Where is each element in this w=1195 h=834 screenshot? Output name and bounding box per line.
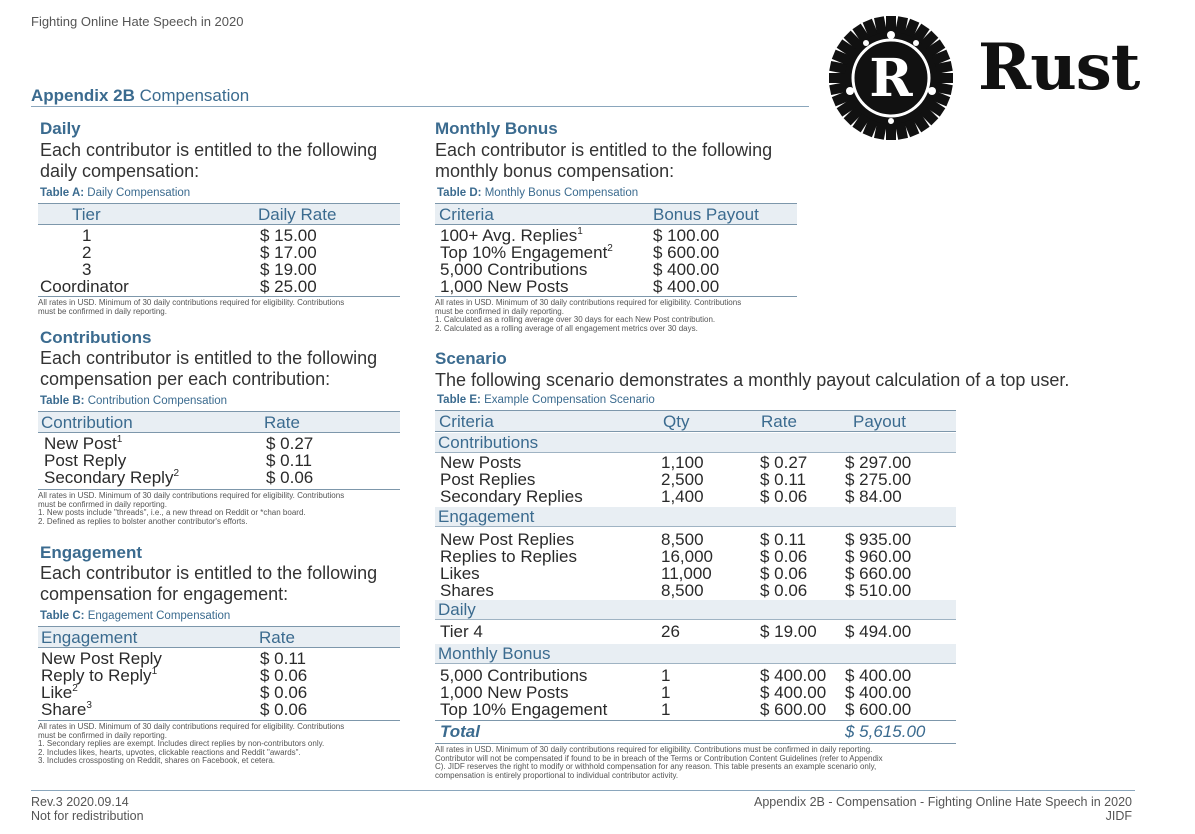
col-engagement: Engagement (41, 628, 138, 647)
table-row: Tier 4 26 $ 19.00 $ 494.00 (440, 622, 912, 641)
caption-text: Example Compensation Scenario (484, 394, 655, 406)
table-c-notes: All rates in USD. Minimum of 30 daily contributions required for eligibility. Contributions must be confirmed in daily reporting. 1. Secondary replies are exempt. Includes direct replies by non-contributors only. 2. Includes likes, hearts, upvotes, clickable reactions and Reddit "awards". 3. Includes crossposting on Reddit, shares on Facebook, et cetera. (38, 722, 345, 765)
col-daily-rate: Daily Rate (258, 205, 337, 224)
intro-line: monthly bonus compensation: (435, 161, 675, 181)
engagement-title: Engagement (40, 543, 143, 562)
engagement-intro (40, 563, 377, 605)
table-row: Share$^3$ $ 0.06 (41, 700, 308, 719)
table-row: Secondary Reply$^2$ $ 0.06 (44, 468, 314, 487)
caption-label: Table C: (40, 610, 85, 622)
col-rate: Rate (264, 413, 300, 432)
table-rule (435, 296, 797, 297)
caption-label: Table B: (40, 395, 85, 407)
appendix-rule (31, 106, 809, 107)
table-row: 2 $ 17.00 (82, 243, 317, 262)
rust-wordmark: Rust (978, 30, 1140, 105)
caption-text: Daily Compensation (87, 187, 191, 199)
table-row: Reply to Reply$^1$ $ 0.06 (41, 666, 308, 685)
caption-text: Contribution Compensation (87, 395, 228, 407)
intro-line: Each contributor is entitled to the following (40, 348, 378, 368)
caption-label: Table E: (437, 394, 481, 406)
caption-text: Monthly Bonus Compensation (484, 187, 639, 199)
table-row: Coordinator $ 25.00 (40, 277, 317, 296)
table-row: Likes 11,000 $ 0.06 $ 660.00 (440, 564, 912, 583)
appendix-title (31, 86, 249, 106)
col-criteria: Criteria (439, 412, 494, 431)
daily-intro (40, 140, 377, 182)
intro-line: Each contributor is entitled to the following (435, 140, 773, 160)
group-header: Daily (435, 600, 956, 620)
col-criteria: Criteria (439, 205, 494, 224)
daily-title: Daily (40, 119, 81, 138)
table-row: New Post Replies 8,500 $ 0.11 $ 935.00 (440, 530, 912, 549)
table-row: 1,000 New Posts 1 $ 400.00 $ 400.00 (440, 683, 912, 702)
total-label: Total (440, 722, 480, 741)
table-row: Post Replies 2,500 $ 0.11 $ 275.00 (440, 470, 912, 489)
col-contribution: Contribution (41, 413, 133, 432)
table-a-header (38, 203, 400, 225)
caption-label: Table D: (437, 187, 482, 199)
intro-line: compensation per each contribution: (40, 369, 331, 389)
monthly-bonus-title: Monthly Bonus (435, 119, 558, 138)
table-row: 100+ Avg. Replies$^1$ $ 100.00 (440, 226, 720, 245)
group-header: Monthly Bonus (435, 644, 956, 664)
distribution-notice: Not for redistribution (31, 809, 144, 823)
total-value: $ 5,615.00 (845, 722, 926, 741)
table-a-notes: All rates in USD. Minimum of 30 daily contributions required for eligibility. Contributions must be confirmed in daily reporting. (38, 298, 345, 316)
appendix-label: Appendix 2B (31, 86, 135, 105)
footer-left (31, 795, 144, 823)
table-e-header (435, 410, 956, 432)
scenario-intro: The following scenario demonstrates a monthly payout calculation of a top user. (435, 370, 1070, 390)
table-b-notes: All rates in USD. Minimum of 30 daily contributions required for eligibility. Contributions must be confirmed in daily reporting. 1. New posts include "threads", i.e., a new thread on Reddit or *chan board. 2. Defined as replies to bolster another contributor's efforts. (38, 491, 345, 526)
emblem-letter: R (869, 48, 913, 109)
col-rate: Rate (259, 628, 295, 647)
table-e-notes: All rates in USD. Minimum of 30 daily contributions required for eligibility. Contributions must be confirmed in daily reporting. Contributor will not be compensated if found to be in breach of the Terms or Contribution Content Guidelines (refer to Appendix C). JIDF reserves the right to modify or withhold compensation for any reason. This table presents an example scenario only, compensation is entirely proportional to individual contributor activity. (435, 745, 883, 780)
table-rule (38, 489, 400, 490)
total-row (435, 723, 956, 742)
revision: Rev.3 2020.09.14 (31, 795, 129, 809)
table-row: Top 10% Engagement$^2$ $ 600.00 (440, 243, 720, 262)
table-row: Top 10% Engagement 1 $ 600.00 $ 600.00 (440, 700, 912, 719)
col-rate: Rate (761, 412, 797, 431)
contributions-title: Contributions (40, 328, 152, 347)
appendix-name: Compensation (139, 86, 250, 105)
caption-label: Table A: (40, 187, 85, 199)
table-c-header (38, 626, 400, 648)
col-payout: Payout (853, 412, 906, 431)
monthly-bonus-intro (435, 140, 772, 182)
table-rule (38, 296, 400, 297)
col-qty: Qty (663, 412, 690, 431)
table-row: Post Reply $ 0.11 (44, 451, 313, 470)
table-row: 3 $ 19.00 (82, 260, 317, 279)
intro-line: daily compensation: (40, 161, 200, 181)
footer-right (754, 795, 1132, 823)
col-tier: Tier (72, 205, 101, 224)
table-row: New Posts 1,100 $ 0.27 $ 297.00 (440, 453, 912, 472)
running-footer: Appendix 2B - Compensation - Fighting Online Hate Speech in 2020 (753, 795, 1132, 809)
intro-line: Each contributor is entitled to the following (40, 563, 378, 583)
contributions-intro (40, 348, 377, 390)
col-bonus-payout: Bonus Payout (653, 205, 759, 224)
table-b-header (38, 411, 400, 433)
group-header: Engagement (435, 507, 956, 527)
table-rule (38, 720, 400, 721)
table-row: Replies to Replies 16,000 $ 0.06 $ 960.00 (440, 547, 912, 566)
table-row: 5,000 Contributions $ 400.00 (440, 260, 720, 279)
running-header: Fighting Online Hate Speech in 2020 (31, 14, 244, 29)
scenario-title: Scenario (435, 349, 507, 368)
table-row: Shares 8,500 $ 0.06 $ 510.00 (440, 581, 912, 600)
table-d-notes: All rates in USD. Minimum of 30 daily contributions required for eligibility. Contributions must be confirmed in daily reporting. 1. Calculated as a rolling average over 30 days for each New Post contribution. 2. Calculated as a rolling average of all engagement metrics over 30 days. (435, 298, 742, 333)
table-b-caption (40, 395, 227, 407)
gear-icon (829, 16, 953, 140)
table-row: Like$^2$ $ 0.06 (41, 683, 308, 702)
table-d-header (435, 203, 797, 225)
caption-text: Engagement Compensation (87, 610, 231, 622)
table-row: New Post Reply $ 0.11 (41, 649, 307, 668)
table-row: 1,000 New Posts $ 400.00 (440, 277, 720, 296)
table-c-caption (40, 610, 230, 622)
table-row: 5,000 Contributions 1 $ 400.00 $ 400.00 (440, 666, 912, 685)
footer-rule (31, 790, 1135, 791)
table-rule (435, 720, 956, 721)
table-row: New Post$^1$ $ 0.27 (44, 434, 314, 453)
table-e-caption (437, 394, 655, 406)
table-row: Secondary Replies 1,400 $ 0.06 $ 84.00 (440, 487, 902, 506)
org-name: JIDF (1105, 809, 1132, 823)
table-row: 1 $ 15.00 (82, 226, 317, 245)
intro-line: Each contributor is entitled to the following (40, 140, 378, 160)
table-a-caption (40, 187, 190, 199)
intro-line: compensation for engagement: (40, 584, 289, 604)
group-header: Contributions (435, 433, 956, 453)
table-d-caption (437, 187, 638, 199)
table-rule (435, 743, 956, 744)
